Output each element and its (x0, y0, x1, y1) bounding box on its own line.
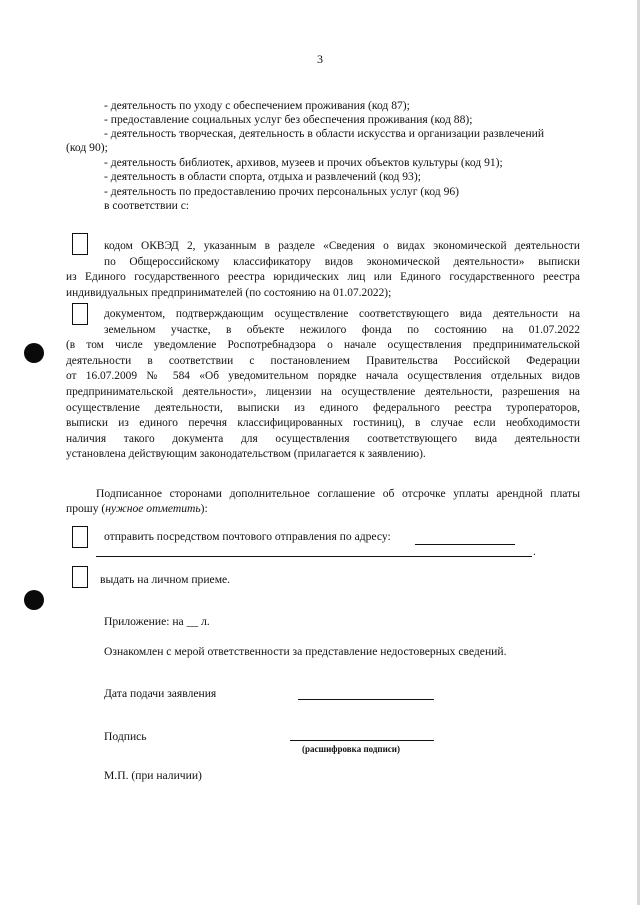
request-note: нужное отметить (105, 502, 201, 515)
in-person-label: выдать на личном приеме. (100, 573, 231, 586)
list-item: - предоставление социальных услуг без обеспечения проживания (код 88); (104, 113, 473, 126)
text-line: установлена действующим законодательством (прилагается к заявлению). (66, 448, 426, 461)
in-person-checkbox[interactable] (72, 566, 88, 588)
text-line: выписки из единого перечня классифицированных гостиниц), в случае если необходимости (66, 417, 580, 430)
text-line: индивидуальных предпринимателей (по состоянию на 01.07.2022); (66, 286, 392, 299)
signature-caption: (расшифровка подписи) (302, 744, 400, 754)
text-line: земельном участке, в объекте нежилого фонда по состоянию на 01.07.2022 (104, 323, 580, 336)
list-item: - деятельность по уходу с обеспечением проживания (код 87); (104, 99, 410, 112)
text-line: (в том числе уведомление Роспотребнадзора о начале осуществления предпринимательской (66, 339, 580, 352)
signature-field[interactable] (290, 740, 434, 741)
punch-hole (24, 590, 44, 610)
address-field-line2[interactable] (96, 556, 532, 557)
text-line: по Общероссийскому классификатору видов экономической деятельности» выписки (104, 255, 580, 268)
request-line: Подписанное сторонами дополнительное соглашение об отсрочке уплаты арендной платы (96, 487, 580, 500)
okved-option-text (66, 239, 580, 301)
date-field[interactable] (298, 699, 434, 700)
list-item: - деятельность по предоставлению прочих персональных услуг (код 96) (104, 185, 460, 198)
text-line: деятельности в соответствии с постановлением Правительства Российской Федерации (66, 354, 580, 367)
mail-delivery-checkbox[interactable] (72, 526, 88, 548)
list-item: - деятельность библиотек, архивов, музеев и прочих объектов культуры (код 91); (104, 156, 503, 169)
text-line: предпринимательской деятельности», лицензии на осуществление деятельности, разрешения на (66, 385, 580, 398)
address-period: . (533, 545, 536, 558)
punch-hole (24, 343, 44, 363)
request-text: ): (200, 502, 208, 515)
page-number: 3 (317, 52, 323, 66)
list-item: в соответствии с: (104, 199, 190, 212)
text-line: из Единого государственного реестра юридических лиц или Единого государственного реестра (66, 271, 580, 284)
text-line: кодом ОКВЭД 2, указанным в разделе «Сведения о видах экономической деятельности (104, 240, 580, 252)
date-label: Дата подачи заявления (104, 687, 217, 700)
attachment-label: Приложение: на __ л. (104, 615, 210, 628)
document-option-text (66, 307, 580, 463)
signature-label: Подпись (104, 730, 147, 743)
text-line: документом, подтверждающим осуществление соответствующего вида деятельности на (104, 308, 580, 320)
mail-delivery-label: отправить посредством почтового отправления по адресу: (104, 530, 391, 543)
request-text: прошу ( (66, 502, 106, 515)
seal-label: М.П. (при наличии) (104, 769, 202, 782)
request-line (66, 502, 208, 515)
list-item: (код 90); (66, 141, 108, 154)
text-line: от 16.07.2009 № 584 «Об уведомительном порядке начала осуществления отдельных видов (66, 370, 580, 383)
address-field[interactable] (415, 544, 515, 545)
list-item: - деятельность творческая, деятельность в области искусства и организации развлечений (104, 127, 545, 140)
text-line: наличия такого документа для осуществления соответствующего вида деятельности (66, 432, 580, 445)
text-line: осуществление деятельности, выписки из единого федерального реестра туроператоров, (66, 401, 580, 414)
acknowledgement: Ознакомлен с мерой ответственности за представление недостоверных сведений. (104, 645, 507, 658)
list-item: - деятельность в области спорта, отдыха и развлечений (код 93); (104, 170, 421, 183)
